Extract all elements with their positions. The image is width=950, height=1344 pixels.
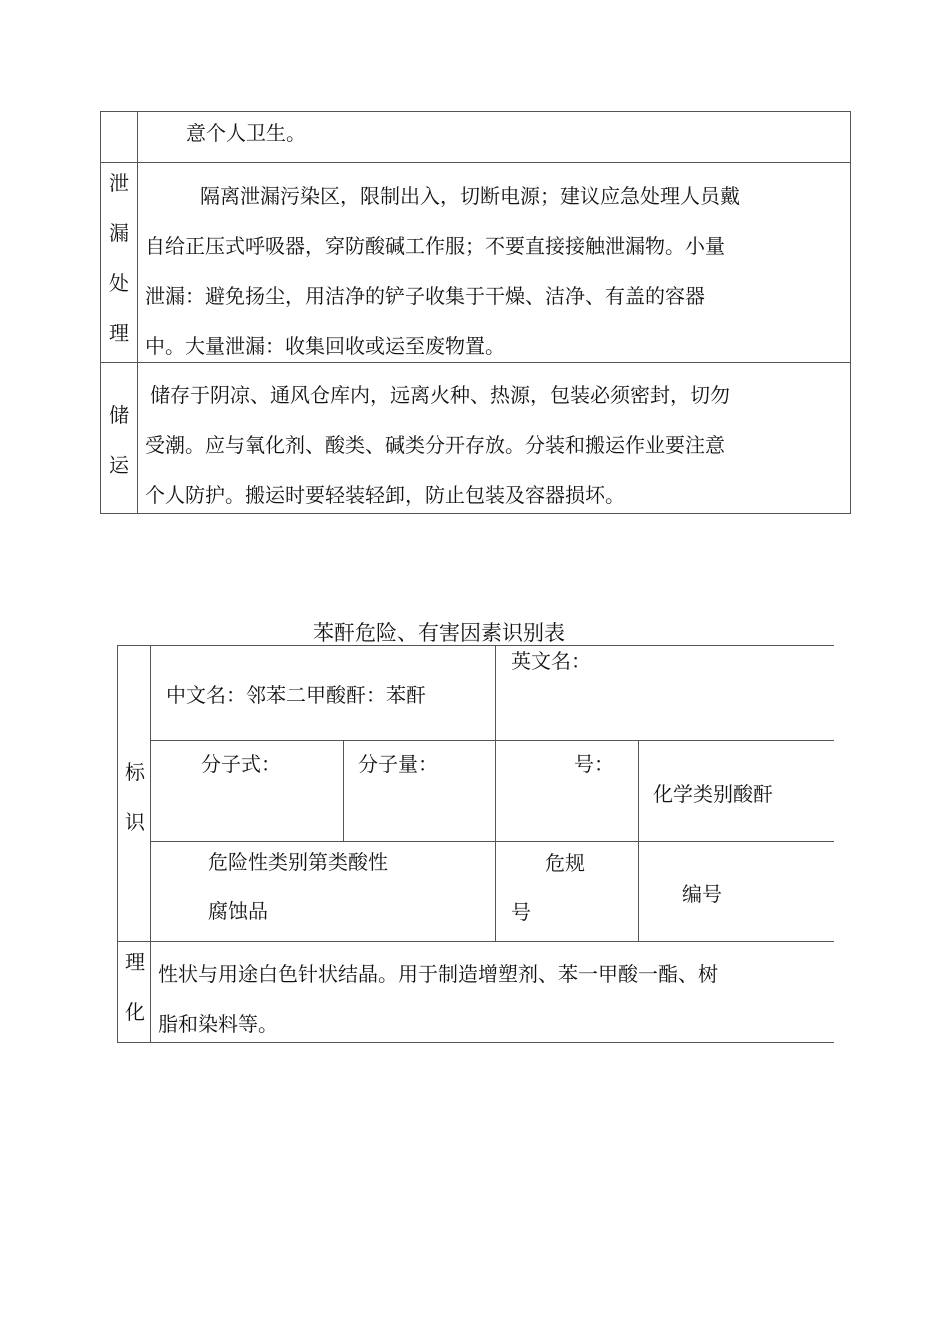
storage-text-line: 受潮。应与氧化剂、酸类、碱类分开存放。分装和搬运作业要注意 [145, 433, 725, 457]
storage-label [107, 390, 131, 490]
identification-label-char: 标 [125, 760, 145, 784]
properties-line: 性状与用途白色针状结晶。用于制造增塑剂、苯一甲酸一酯、树 [158, 962, 718, 986]
code-number: 编号 [682, 882, 722, 906]
table2-vline-right [638, 740, 639, 942]
table-title: 苯酐危险、有害因素识别表 [313, 621, 565, 645]
molecular-formula: 分子式： [201, 752, 281, 776]
leak-label-char: 处 [109, 271, 129, 295]
leak-text-line: 隔离泄漏污染区，限制出入，切断电源；建议应急处理人员戴 [200, 184, 740, 208]
table2-hline-2 [150, 841, 834, 842]
english-name: 英文名： [511, 649, 591, 673]
leak-text-line: 自给正压式呼吸器，穿防酸碱工作服；不要直接接触泄漏物。小量 [145, 234, 725, 258]
physicochemical-label [123, 937, 147, 1037]
hazard-rule-line: 号 [511, 900, 531, 924]
leak-label-char: 泄 [109, 171, 129, 195]
storage-text-line: 个人防护。搬运时要轻装轻卸，防止包装及容器损坏。 [145, 483, 625, 507]
hazard-class-line: 危险性类别第类酸性 [208, 850, 388, 874]
un-number: 号： [574, 752, 614, 776]
identification-label-char: 识 [125, 810, 145, 834]
table2-border-top [117, 645, 834, 646]
physicochemical-label-char: 化 [125, 1000, 145, 1024]
properties-line: 脂和染料等。 [158, 1012, 278, 1036]
table2-vline-mid [495, 645, 496, 942]
leak-handling-label [107, 158, 131, 358]
table2-hline-3 [117, 941, 834, 942]
leak-text-line: 中。大量泄漏：收集回收或运至废物置。 [145, 334, 505, 358]
chinese-name: 中文名：邻苯二甲酸酐：苯酐 [166, 683, 426, 707]
table1-border-left [100, 111, 101, 514]
storage-label-char: 运 [109, 453, 129, 477]
identification-label [123, 747, 147, 847]
table1-label-divider [137, 111, 138, 514]
table1-divider-1 [100, 162, 851, 163]
table1-border-right [850, 111, 851, 514]
chemical-class: 化学类别酸酐 [653, 782, 773, 806]
storage-text-line: 储存于阴凉、通风仓库内，远离火种、热源，包装必须密封，切勿 [150, 383, 730, 407]
hazard-rule-line: 危规 [545, 851, 585, 875]
table2-vline-formula [343, 740, 344, 841]
table2-hline-1 [150, 740, 834, 741]
table1-border-top [100, 111, 851, 112]
leak-label-char: 理 [109, 321, 129, 345]
continued-text: 意个人卫生。 [186, 121, 306, 145]
table2-border-left [117, 645, 118, 1043]
table2-label-divider [150, 645, 151, 1043]
table1-divider-2 [100, 362, 851, 363]
molecular-weight: 分子量： [358, 752, 438, 776]
table1-border-bottom [100, 513, 851, 514]
leak-text-line: 泄漏：避免扬尘，用洁净的铲子收集于干燥、洁净、有盖的容器 [145, 284, 705, 308]
table2-border-bottom [117, 1042, 834, 1043]
storage-label-char: 储 [109, 403, 129, 427]
hazard-class-line: 腐蚀品 [208, 899, 268, 923]
leak-label-char: 漏 [109, 221, 129, 245]
physicochemical-label-char: 理 [125, 950, 145, 974]
